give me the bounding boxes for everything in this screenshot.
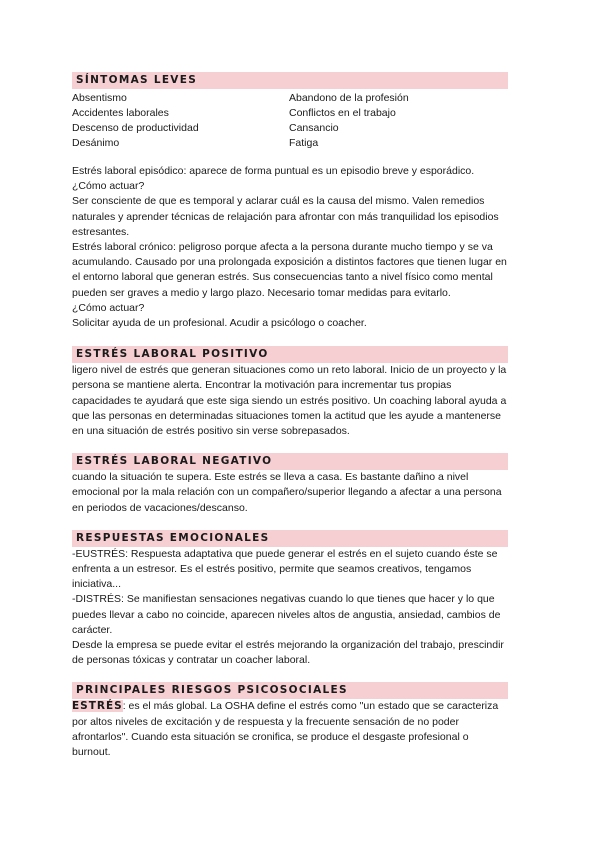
paragraph-empresa: Desde la empresa se puede evitar el estrés mejorando la organización del trabajo, prescindir de personas tóxicas y contratar un coacher laboral. [72,639,504,667]
paragraph-cronico: Estrés laboral crónico: peligroso porque afecta a la persona durante mucho tiempo y se va acumulando. Causado por una prolongada exposición a distintos factores que tienen lugar en el entorno laboral que generan estrés. Sus consecuencias tanto a nivel físico como mental pueden ser graves a medio y largo plazo. Necesario tomar medidas para evitarlo. [72,241,507,299]
sintomas-left-column [72,91,289,151]
sintoma-item: Accidentes laborales [72,107,169,119]
paragraph-episodico: Estrés laboral episódico: aparece de forma puntual es un episodio breve y esporádico. [72,165,475,177]
document-page [72,72,508,760]
sintoma-item: Cansancio [289,122,339,134]
paragraph-episodico-accion: Ser consciente de que es temporal y aclarar cuál es la causa del mismo. Valen remedios naturales y aprender técnicas de relajación para afrontar con más tranquilidad los episodios estresantes. [72,195,499,238]
sintoma-item: Conflictos en el trabajo [289,107,396,119]
sintoma-item: Fatiga [289,137,319,149]
paragraph-como-actuar: ¿Cómo actuar? [72,180,145,193]
paragraph-estres-global [72,699,508,760]
paragraph-como-actuar: ¿Cómo actuar? [72,301,145,314]
heading-sintomas-leves: SÍNTOMAS LEVES [72,72,508,89]
sintoma-item: Abandono de la profesión [289,92,409,104]
sintomas-list [72,91,508,151]
paragraph-eustres: -EUSTRÉS: Respuesta adaptativa que puede generar el estrés en el sujeto cuando éste se enfrenta a un estresor. Es el estrés positivo, permite que seamos creativos, tengamos iniciativa... [72,547,498,591]
paragraph-distres: -DISTRÉS: Se manifiestan sensaciones negativas cuando lo que tienes que hacer y lo que puedes llevar a cabo no coincide, aparecen niveles altos de angustia, ansiedad, cambios de carácter. [72,593,501,636]
paragraph-estres-negativo: cuando la situación te supera. Este estrés se lleva a casa. Es bastante dañino a nivel emocional por la mala relación con un compañero/superior llegando a afectar a una persona en periodos de vacaciones/descanso. [72,471,502,514]
sintoma-item: Descenso de productividad [72,122,199,134]
heading-riesgos-psicosociales: PRINCIPALES RIESGOS PSICOSOCIALES [72,682,508,699]
sintoma-item: Absentismo [72,92,127,104]
paragraph-estres-positivo: ligero nivel de estrés que generan situaciones como un reto laboral. Inicio de un proyecto y la persona se mantiene alerta. Encontrar la motivación para incrementar tus propias capacidades te ayudará que este siga siendo un estrés positivo. Un coaching laboral ayuda a que las personas en determinadas situaciones tomen la actitud que les ayude a mantenerse en una situación de estrés positivo sin verse sobrepasados. [72,364,507,438]
sintoma-item: Desánimo [72,137,120,149]
term-estres: ESTRÉS [72,700,123,713]
heading-estres-negativo: ESTRÉS LABORAL NEGATIVO [72,453,508,470]
heading-estres-positivo: ESTRÉS LABORAL POSITIVO [72,346,508,363]
heading-respuestas-emocionales: RESPUESTAS EMOCIONALES [72,530,508,547]
sintomas-right-column [289,91,506,151]
paragraph-cronico-accion: Solicitar ayuda de un profesional. Acudir a psicólogo o coacher. [72,317,367,330]
estres-definition: : es el más global. La OSHA define el estrés como "un estado que se caracteriza por altos niveles de excitación y de respuesta y la frecuente sensación de no poder afrontarlos". Cuando esta situación se cronifica, se produce el desgaste profesional o burnout. [72,700,499,759]
